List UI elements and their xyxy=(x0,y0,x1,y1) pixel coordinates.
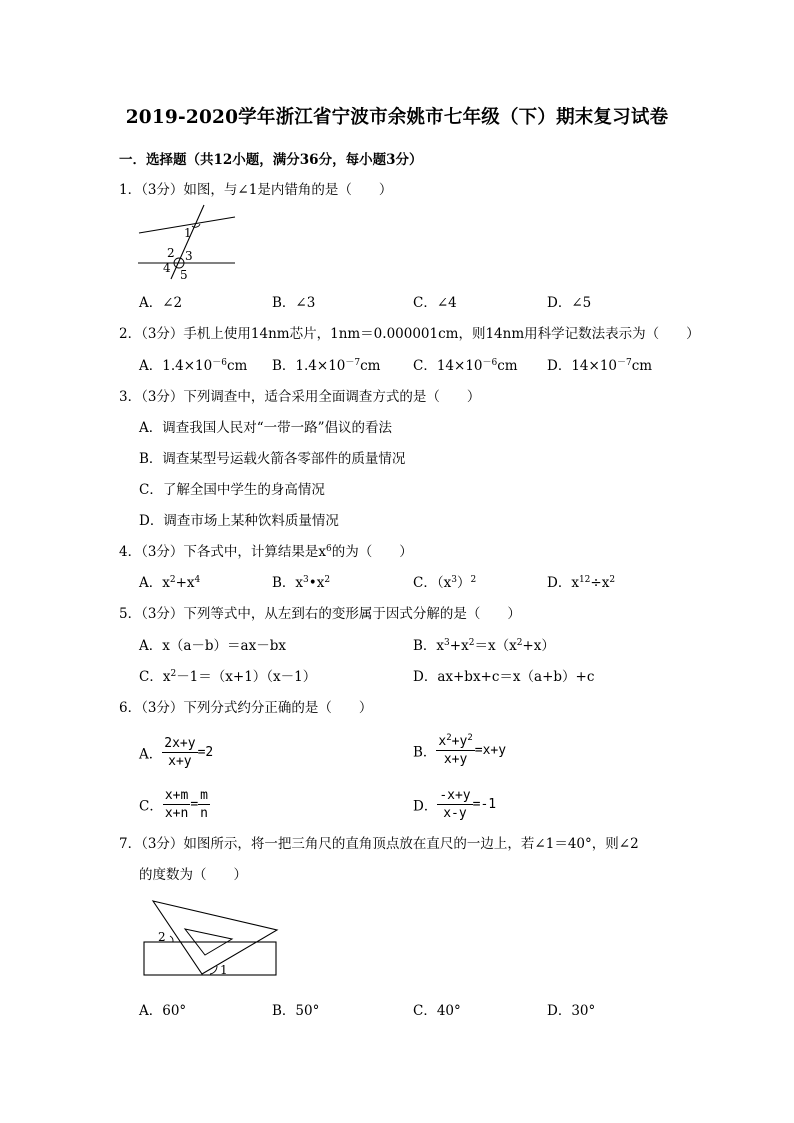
q6-option-b[interactable]: B． $\frac{x^2+y^2}{x+y}$ =x+y xyxy=(413,733,507,767)
question-5-stem: 5．（3分）下列等式中，从左到右的变形属于因式分解的是（ ） xyxy=(119,606,521,622)
q4-option-d[interactable]: D．$x^{12}\div x^2$ xyxy=(547,575,616,591)
q3-option-b[interactable]: B．调查某型号运载火箭各零部件的质量情况 xyxy=(139,451,406,467)
q6c-denominator: x+n xyxy=(164,806,189,821)
q3-option-d[interactable]: D．调查市场上某种饮料质量情况 xyxy=(139,513,339,529)
question-7-figure xyxy=(140,895,280,980)
question-1-stem: 1．（3分）如图，与∠1是内错角的是（ ） xyxy=(119,182,393,198)
q5-option-b[interactable]: B．$x^3+x^2=x(x^2+x)$ xyxy=(413,638,555,654)
figure7-label-1: 1 xyxy=(220,963,228,977)
q2-option-c[interactable]: C．$14\times 10^{-6}cm$ xyxy=(413,358,518,374)
question-2-stem: 2．（3分）手机上使用14nm芯片，1nm＝0.000001cm，则14nm用科学记数法表示为（ ） xyxy=(119,326,700,342)
q7-option-c[interactable]: C．40° xyxy=(413,1003,461,1019)
q6b-numerator: $x^2+y^2$ xyxy=(438,733,473,749)
q6a-numerator: 2x+y xyxy=(164,736,196,751)
question-4-stem: 4．（3分）下各式中，计算结果是$x^6$的为（ ） xyxy=(119,544,413,560)
q4-option-a[interactable]: A．$x^2+x^4$ xyxy=(139,575,201,591)
q7-option-d[interactable]: D．30° xyxy=(547,1003,596,1019)
q2-option-d[interactable]: D．$14\times 10^{-7}cm$ xyxy=(547,358,653,374)
q6c-numerator: x+m xyxy=(164,788,189,803)
q4-option-c[interactable]: C．$(x^3)^2$ xyxy=(413,575,477,591)
question-7-stem-line1: 7．（3分）如图所示，将一把三角尺的直角顶点放在直尺的一边上，若∠1＝40°，则∠2 xyxy=(119,836,639,852)
q7-option-a[interactable]: A．60° xyxy=(139,1003,187,1019)
question-3-stem: 3．（3分）下列调查中，适合采用全面调查方式的是（ ） xyxy=(119,389,481,405)
figure1-label-4: 4 xyxy=(163,261,171,275)
figure1-label-5: 5 xyxy=(180,268,188,282)
figure1-label-1: 1 xyxy=(184,226,192,240)
q6c-rhs-denominator: n xyxy=(200,806,208,821)
q3-option-a[interactable]: A．调查我国人民对“一带一路”倡议的看法 xyxy=(139,420,393,436)
q2-option-b[interactable]: B．$1.4\times 10^{-7}cm$ xyxy=(272,358,381,374)
q6d-denominator: x-y xyxy=(443,806,467,821)
question-7-stem-line2: 的度数为（ ） xyxy=(139,867,247,883)
q4-option-b[interactable]: B．$x^3•x^2$ xyxy=(272,575,331,591)
section-heading: 一．选择题（共12小题，满分36分，每小题3分） xyxy=(119,152,423,168)
q3-option-c[interactable]: C．了解全国中学生的身高情况 xyxy=(139,482,325,498)
q5-option-d[interactable]: D．ax+bx+c＝x（a+b）+c xyxy=(413,669,595,685)
figure1-label-3: 3 xyxy=(185,249,193,263)
q1-option-b[interactable]: B．∠3 xyxy=(272,295,316,311)
q6-option-c[interactable]: C． $\frac{x+m}{x+n}$ = $\frac{m}{n}$ xyxy=(139,788,208,821)
page-title: 2019-2020学年浙江省宁波市余姚市七年级（下）期末复习试卷 xyxy=(125,107,669,128)
q5-option-a[interactable]: A．x（a－b）＝ax－bx xyxy=(139,638,286,654)
figure7-label-2: 2 xyxy=(158,930,166,944)
question-6-stem: 6．（3分）下列分式约分正确的是（ ） xyxy=(119,700,373,716)
question-1-figure xyxy=(134,200,244,282)
q1-option-c[interactable]: C．∠4 xyxy=(413,295,457,311)
q6a-denominator: x+y xyxy=(168,754,192,769)
q5-option-c[interactable]: C．$x^2-1=(x+1)(x-1)$ xyxy=(139,669,317,685)
q7-option-b[interactable]: B．50° xyxy=(272,1003,320,1019)
figure1-label-2: 2 xyxy=(167,246,175,260)
q6-option-a[interactable]: A． $\frac{2x+y}{x+y}$ =2 xyxy=(139,736,214,769)
q6b-denominator: x+y xyxy=(443,752,468,767)
q6c-rhs-numerator: m xyxy=(200,788,208,803)
q1-option-d[interactable]: D．∠5 xyxy=(547,295,592,311)
q2-option-a[interactable]: A．$1.4\times 10^{-6}cm$ xyxy=(139,358,248,374)
q6d-numerator: -x+y xyxy=(439,788,471,803)
q1-option-a[interactable]: A．∠2 xyxy=(139,295,183,311)
q6-option-d[interactable]: D． $\frac{-x+y}{x-y}$ =-1 xyxy=(413,788,497,821)
